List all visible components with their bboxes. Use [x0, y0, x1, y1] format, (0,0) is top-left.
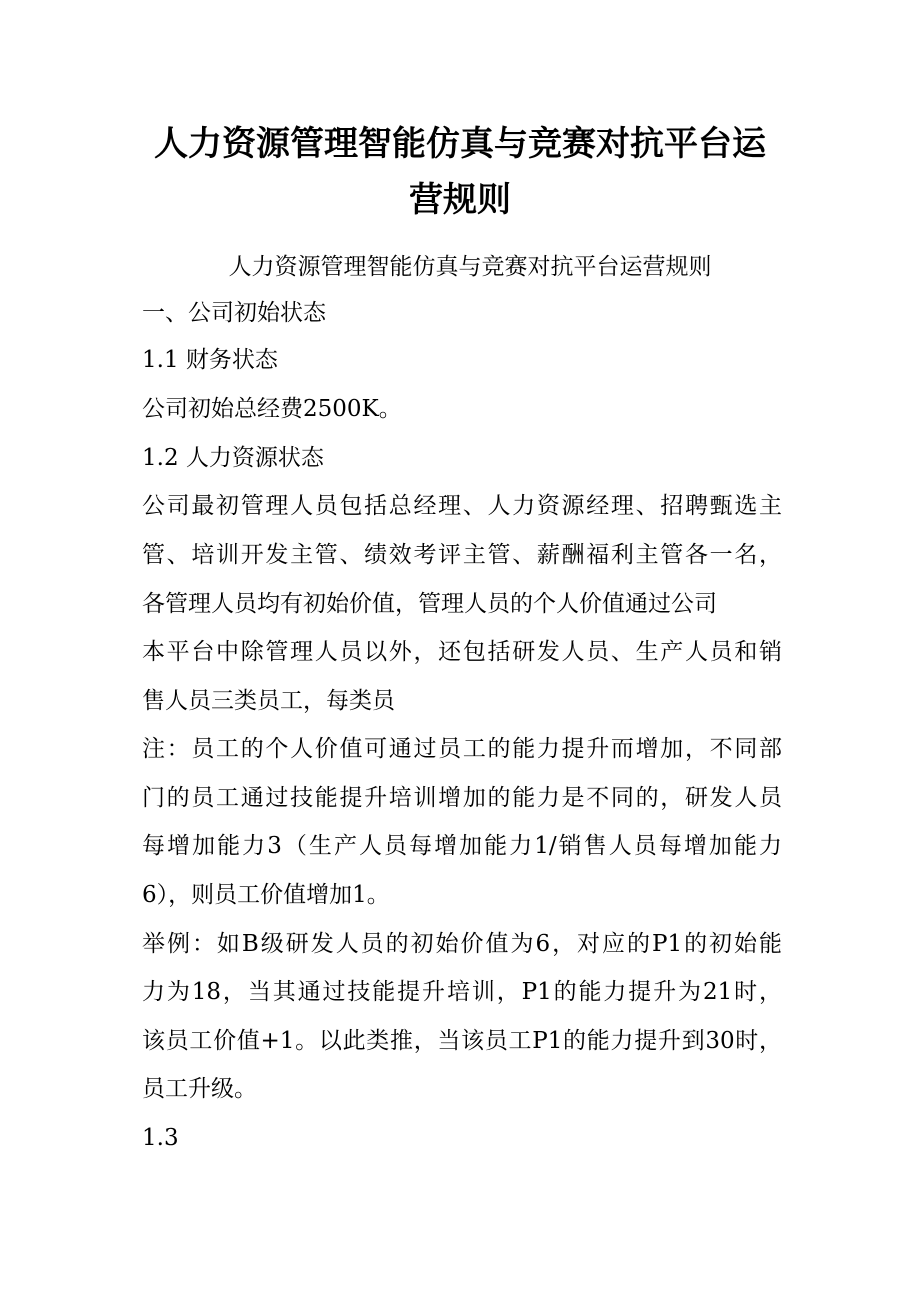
section-heading-1-2: 1.2 人力资源状态 [142, 445, 324, 471]
document-subtitle: 人力资源管理智能仿真与竞赛对抗平台运营规则 [228, 254, 712, 280]
hr-paragraph-line: 各管理人员均有初始价值，管理人员的个人价值通过公司 [142, 591, 717, 617]
note-paragraph-line: 6），则员工价值增加1。 [142, 882, 390, 908]
document-title-line-1: 人力资源管理智能仿真与竞赛对抗平台运 [154, 124, 766, 164]
document-title-line-2: 营规则 [409, 180, 511, 220]
staff-paragraph-line: 本平台中除管理人员以外，还包括研发人员、生产人员和销 [142, 639, 782, 665]
hr-paragraph-line: 管、培训开发主管、绩效考评主管、薪酬福利主管各一名， [142, 542, 782, 568]
hr-paragraph-line: 公司最初管理人员包括总经理、人力资源经理、招聘甄选主 [142, 493, 782, 519]
note-paragraph-line: 门的员工通过技能提升培训增加的能力是不同的，研发人员 [142, 785, 782, 811]
note-paragraph-line: 注：员工的个人价值可通过员工的能力提升而增加，不同部 [142, 736, 782, 762]
section-heading-1-1: 1.1 财务状态 [142, 347, 278, 373]
finance-text: 公司初始总经费2500K。 [142, 396, 402, 422]
example-paragraph-line: 举例：如B级研发人员的初始价值为6，对应的P1的初始能 [142, 931, 782, 957]
example-paragraph-line: 员工升级。 [142, 1076, 257, 1102]
example-paragraph-line: 力为18，当其通过技能提升培训，P1的能力提升为21时， [142, 979, 782, 1005]
note-paragraph-line: 每增加能力3（生产人员每增加能力1/销售人员每增加能力 [142, 833, 782, 859]
staff-paragraph-line: 售人员三类员工，每类员 [142, 688, 395, 714]
example-paragraph-line: 该员工价值+1。以此类推，当该员工P1的能力提升到30时， [142, 1028, 782, 1054]
section-heading-1: 一、公司初始状态 [142, 300, 326, 326]
section-heading-1-3: 1.3 [142, 1125, 179, 1151]
